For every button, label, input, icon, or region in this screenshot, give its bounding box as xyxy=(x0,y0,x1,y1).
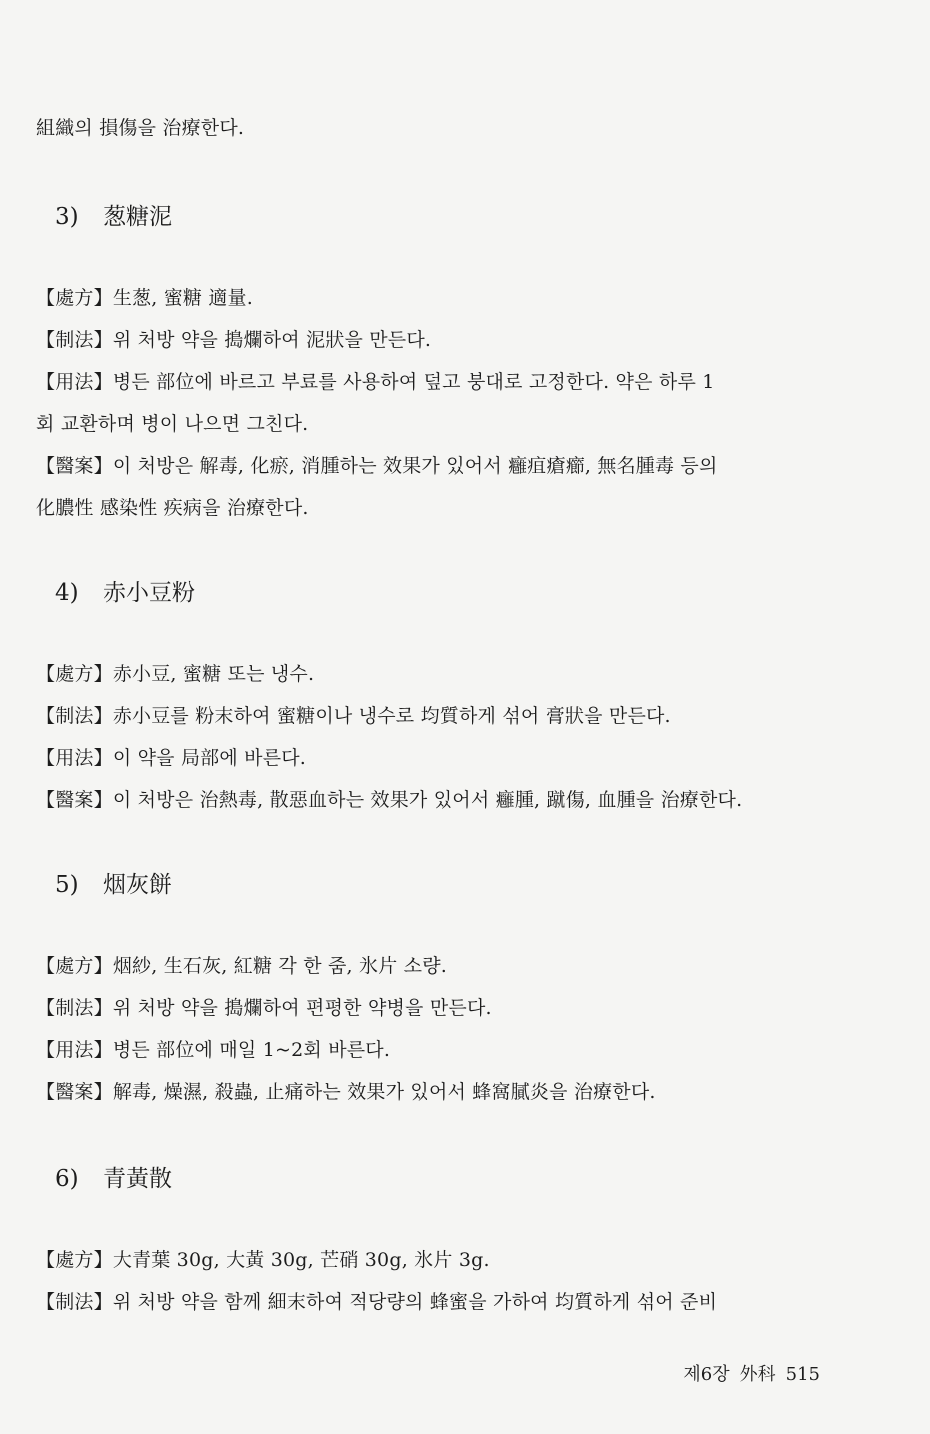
text-line xyxy=(36,786,856,814)
text-line xyxy=(36,284,856,312)
line-tag: 【處方】 xyxy=(36,663,113,685)
line-text: 회 교환하며 병이 나으면 그친다. xyxy=(36,413,309,435)
section-title: 赤小豆粉 xyxy=(103,580,195,606)
section-heading-6 xyxy=(55,1162,172,1196)
section-number: 4) xyxy=(55,580,79,606)
text-line xyxy=(36,744,856,772)
line-tag: 【醫案】 xyxy=(36,1081,113,1103)
page-number: 515 xyxy=(785,1364,820,1385)
line-text: 이 처방은 治熱毒, 散惡血하는 效果가 있어서 癰腫, 蹴傷, 血腫을 治療한다. xyxy=(112,789,743,811)
section-heading-5 xyxy=(55,868,172,902)
line-text: 赤小豆, 蜜糖 또는 냉수. xyxy=(112,663,315,685)
line-text: 이 약을 局部에 바른다. xyxy=(112,747,307,769)
text-line xyxy=(36,952,856,980)
line-tag: 【用法】 xyxy=(36,1039,113,1061)
section-title: 葱糖泥 xyxy=(103,204,172,230)
line-text: 위 처방 약을 搗爛하여 泥狀을 만든다. xyxy=(112,329,432,351)
text-line xyxy=(36,494,856,522)
text-line xyxy=(36,660,856,688)
line-text: 위 처방 약을 함께 細末하여 적당량의 蜂蜜을 가하여 均質하게 섞어 준비 xyxy=(112,1291,718,1313)
section-heading-4 xyxy=(55,576,195,610)
text-line xyxy=(36,702,856,730)
line-tag: 【處方】 xyxy=(36,1249,113,1271)
line-text: 生葱, 蜜糖 適量. xyxy=(112,287,253,309)
text-line xyxy=(36,326,856,354)
line-tag: 【醫案】 xyxy=(36,789,113,811)
text-line xyxy=(36,1036,856,1064)
line-text: 化膿性 感染性 疾病을 治療한다. xyxy=(36,497,309,519)
line-text: 병든 部位에 매일 1~2회 바른다. xyxy=(112,1039,391,1061)
text-line xyxy=(36,1288,856,1316)
text-line xyxy=(36,1078,856,1106)
line-tag: 【制法】 xyxy=(36,1291,113,1313)
line-text: 위 처방 약을 搗爛하여 편평한 약병을 만든다. xyxy=(112,997,492,1019)
line-tag: 【處方】 xyxy=(36,287,113,309)
line-text: 병든 部位에 바르고 부료를 사용하여 덮고 붕대로 고정한다. 약은 하루 1 xyxy=(112,371,715,393)
line-text: 이 처방은 解毒, 化瘀, 消腫하는 效果가 있어서 癰疽瘡癤, 無名腫毒 등의 xyxy=(112,455,718,477)
section-number: 3) xyxy=(55,204,79,230)
text-line xyxy=(36,452,856,480)
line-tag: 【用法】 xyxy=(36,747,113,769)
text-line xyxy=(36,368,856,396)
text-line xyxy=(36,1246,856,1274)
line-tag: 【制法】 xyxy=(36,997,113,1019)
line-text: 烟紗, 生石灰, 紅糖 각 한 줌, 氷片 소량. xyxy=(112,955,448,977)
section-number: 5) xyxy=(55,872,79,898)
section-heading-3 xyxy=(55,200,172,234)
section-number: 6) xyxy=(55,1166,79,1192)
page-footer xyxy=(683,1362,820,1388)
line-text: 赤小豆를 粉末하여 蜜糖이나 냉수로 均質하게 섞어 膏狀을 만든다. xyxy=(112,705,671,727)
footer-section: 外科 xyxy=(739,1364,776,1385)
line-text: 大青葉 30g, 大黃 30g, 芒硝 30g, 氷片 3g. xyxy=(112,1249,490,1271)
text-line xyxy=(36,410,856,438)
line-tag: 【用法】 xyxy=(36,371,113,393)
line-tag: 【制法】 xyxy=(36,329,113,351)
line-tag: 【制法】 xyxy=(36,705,113,727)
intro-line: 組織의 損傷을 治療한다. xyxy=(36,117,245,139)
line-tag: 【處方】 xyxy=(36,955,113,977)
text-line xyxy=(36,994,856,1022)
line-text: 解毒, 燥濕, 殺蟲, 止痛하는 效果가 있어서 蜂窩膩炎을 治療한다. xyxy=(112,1081,656,1103)
line-tag: 【醫案】 xyxy=(36,455,113,477)
section-title: 烟灰餅 xyxy=(103,872,172,898)
section-title: 青黃散 xyxy=(103,1166,172,1192)
footer-chapter: 제6장 xyxy=(683,1364,730,1385)
